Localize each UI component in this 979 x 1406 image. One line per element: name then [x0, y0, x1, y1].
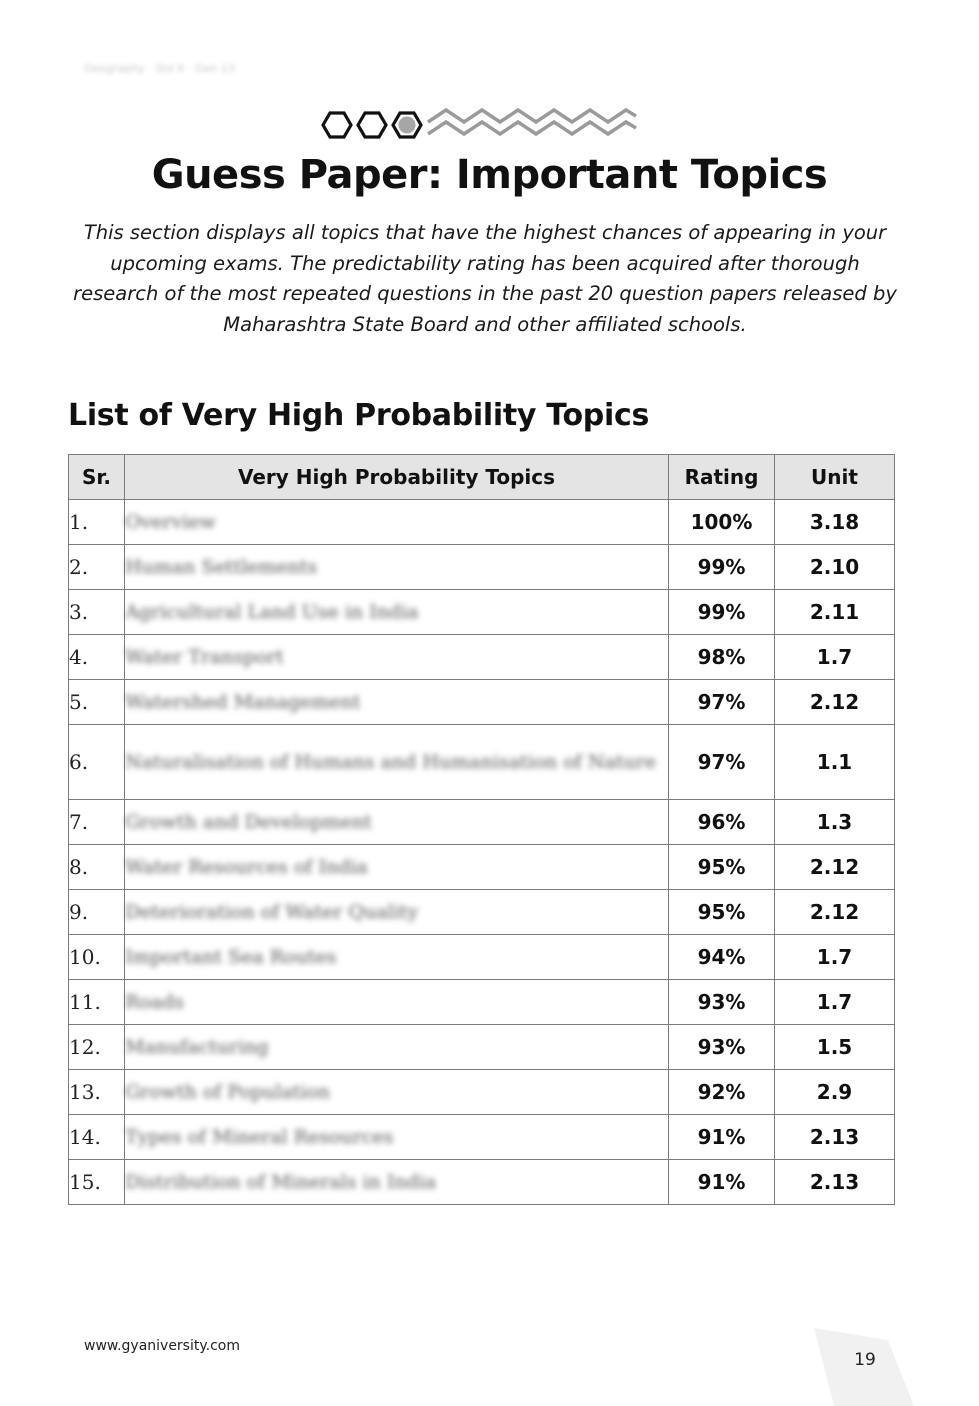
row-topic [125, 980, 669, 1025]
row-topic [125, 1160, 669, 1205]
row-unit: 2.13 [775, 1160, 895, 1205]
table-row [69, 545, 895, 590]
header-note: Geography · Std X · Gen 13 [84, 62, 235, 75]
row-topic-text: Water Resources of India [125, 856, 368, 878]
page-number: 19 [854, 1350, 876, 1370]
row-rating: 91% [669, 1160, 775, 1205]
row-sr: 11. [69, 980, 125, 1025]
row-rating: 99% [669, 590, 775, 635]
row-topic-text: Agricultural Land Use in India [125, 601, 419, 623]
table-row [69, 1115, 895, 1160]
row-sr: 4. [69, 635, 125, 680]
row-unit: 3.18 [775, 500, 895, 545]
row-sr: 2. [69, 545, 125, 590]
page-title: Guess Paper: Important Topics [151, 152, 828, 198]
row-rating: 97% [669, 680, 775, 725]
hexagon-zigzag-decoration [318, 100, 648, 146]
row-topic-text: Growth and Development [125, 811, 372, 833]
row-sr: 1. [69, 500, 125, 545]
table-row [69, 1160, 895, 1205]
header-topic: Very High Probability Topics [125, 455, 669, 500]
row-sr: 3. [69, 590, 125, 635]
row-unit: 2.9 [775, 1070, 895, 1115]
row-rating: 99% [669, 545, 775, 590]
table-row [69, 845, 895, 890]
row-topic-text: Naturalisation of Humans and Humanisation of Nature [125, 751, 656, 773]
row-topic-text: Human Settlements [125, 556, 318, 578]
row-rating: 98% [669, 635, 775, 680]
row-unit: 2.12 [775, 845, 895, 890]
row-topic-text: Deterioration of Water Quality [125, 901, 419, 923]
row-topic [125, 680, 669, 725]
table-row [69, 935, 895, 980]
table-row [69, 590, 895, 635]
row-topic [125, 545, 669, 590]
row-unit: 2.10 [775, 545, 895, 590]
row-rating: 94% [669, 935, 775, 980]
row-unit: 2.12 [775, 890, 895, 935]
section-title: List of Very High Probability Topics [68, 398, 649, 433]
row-topic [125, 590, 669, 635]
row-rating: 97% [669, 725, 775, 800]
table-row [69, 725, 895, 800]
row-sr: 13. [69, 1070, 125, 1115]
topics-table [68, 454, 895, 1205]
table-row [69, 1025, 895, 1070]
row-unit: 2.11 [775, 590, 895, 635]
row-topic-text: Manufacturing [125, 1036, 269, 1058]
row-sr: 7. [69, 800, 125, 845]
row-sr: 8. [69, 845, 125, 890]
row-topic [125, 1115, 669, 1160]
row-rating: 93% [669, 980, 775, 1025]
row-topic [125, 500, 669, 545]
row-sr: 6. [69, 725, 125, 800]
row-topic-text: Overview [125, 511, 216, 533]
table-row [69, 1070, 895, 1115]
table-row [69, 890, 895, 935]
row-unit: 2.13 [775, 1115, 895, 1160]
row-topic-text: Types of Mineral Resources [125, 1126, 394, 1148]
row-rating: 92% [669, 1070, 775, 1115]
table-row [69, 980, 895, 1025]
row-sr: 10. [69, 935, 125, 980]
row-topic [125, 1025, 669, 1070]
row-topic [125, 725, 669, 800]
row-topic [125, 1070, 669, 1115]
row-unit: 1.3 [775, 800, 895, 845]
table-row [69, 680, 895, 725]
row-unit: 1.7 [775, 935, 895, 980]
row-topic-text: Important Sea Routes [125, 946, 337, 968]
row-rating: 95% [669, 845, 775, 890]
intro-paragraph: This section displays all topics that have the highest chances of appearing in your upcoming exams. The predictability rating has been acquired after thorough research of the most repeated questions in the past 20 question papers released by Maharashtra State Board and other affiliated schools. [73, 221, 897, 336]
row-topic-text: Growth of Population [125, 1081, 331, 1103]
row-topic [125, 890, 669, 935]
row-unit: 2.12 [775, 680, 895, 725]
row-topic-text: Roads [125, 991, 184, 1013]
table-row [69, 635, 895, 680]
row-rating: 93% [669, 1025, 775, 1070]
row-rating: 91% [669, 1115, 775, 1160]
row-topic-text: Watershed Management [125, 691, 361, 713]
row-sr: 15. [69, 1160, 125, 1205]
row-topic [125, 800, 669, 845]
row-topic [125, 845, 669, 890]
row-topic-text: Distribution of Minerals in India [125, 1171, 437, 1193]
row-unit: 1.1 [775, 725, 895, 800]
row-unit: 1.5 [775, 1025, 895, 1070]
row-topic [125, 935, 669, 980]
header-sr: Sr. [69, 455, 125, 500]
row-sr: 14. [69, 1115, 125, 1160]
row-rating: 100% [669, 500, 775, 545]
row-rating: 95% [669, 890, 775, 935]
row-topic [125, 635, 669, 680]
row-unit: 1.7 [775, 980, 895, 1025]
header-unit: Unit [775, 455, 895, 500]
footer-url: www.gyaniversity.com [84, 1338, 240, 1354]
table-row [69, 800, 895, 845]
row-unit: 1.7 [775, 635, 895, 680]
row-topic-text: Water Transport [125, 646, 284, 668]
row-sr: 12. [69, 1025, 125, 1070]
table-header-row [69, 455, 895, 500]
table-row [69, 500, 895, 545]
row-sr: 9. [69, 890, 125, 935]
row-rating: 96% [669, 800, 775, 845]
header-rating: Rating [669, 455, 775, 500]
row-sr: 5. [69, 680, 125, 725]
